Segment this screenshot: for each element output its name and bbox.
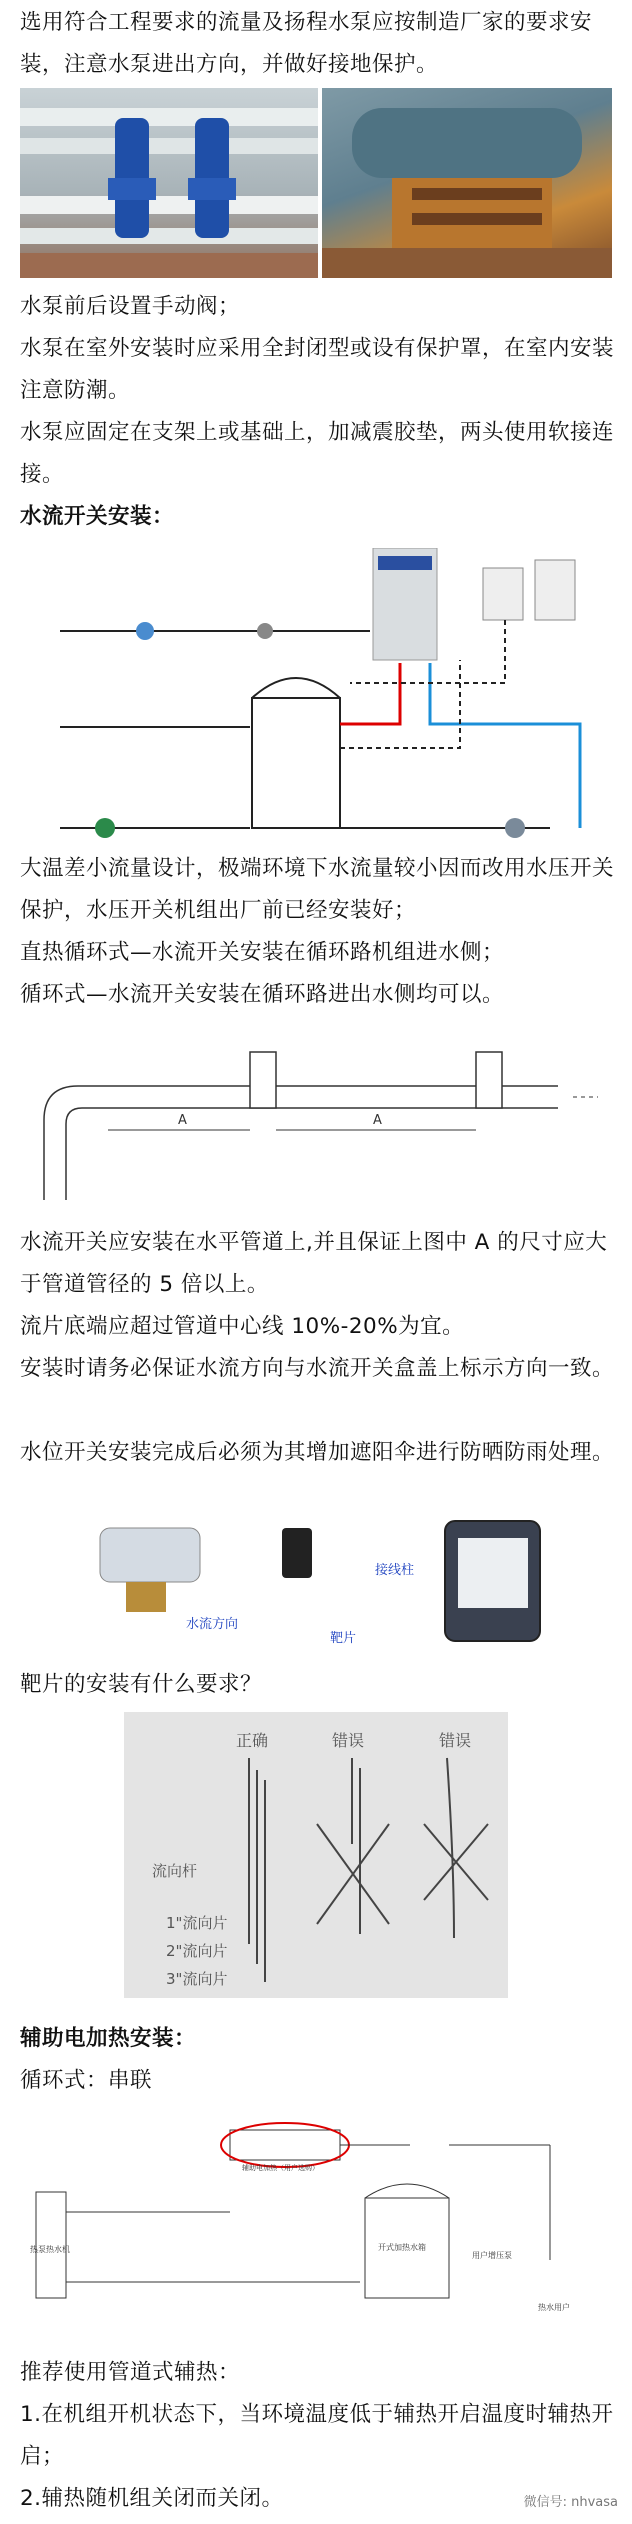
label-users: 热水用户 xyxy=(538,2303,570,2312)
paddle-diagram xyxy=(124,1712,508,1998)
pump-note-2: 水泵在室外安装时应采用全封闭型或设有保护罩，在室内安装注意防潮。 xyxy=(20,336,615,403)
label-heat-pump: 热泵热水机 xyxy=(30,2245,70,2254)
recommendation: 推荐使用管道式辅热： xyxy=(20,2360,241,2385)
label-blade-3: 3"流向片 xyxy=(166,1970,228,1988)
install-note-3: 安装时请务必保证水流方向与水流开关盒盖上标示方向一致。 xyxy=(20,1356,615,1381)
aux-mode: 循环式：串联 xyxy=(20,2068,153,2093)
system-schematic xyxy=(40,548,600,848)
pipe-diagram xyxy=(28,1030,608,1210)
dimension-a-left: A xyxy=(178,1113,187,1128)
pump-photo-right xyxy=(322,88,612,278)
label-wrong-1: 错误 xyxy=(332,1731,365,1750)
aux-heating-heading: 辅助电加热安装： xyxy=(20,2026,197,2051)
label-user-pump: 用户增压泵 xyxy=(472,2251,512,2260)
pump-note-1: 水泵前后设置手动阀； xyxy=(20,294,241,319)
flow-switch-note-3: 循环式—水流开关安装在循环路进出水侧均可以。 xyxy=(20,982,505,1007)
step-2: 2.辅热随机组关闭而关闭。 xyxy=(20,2486,284,2511)
install-note-4: 水位开关安装完成后必须为其增加遮阳伞进行防晒防雨处理。 xyxy=(20,1440,615,1465)
label-rod: 流向杆 xyxy=(152,1862,198,1880)
install-note-2: 流片底端应超过管道中心线 10%-20%为宜。 xyxy=(20,1314,465,1339)
pump-photo-left xyxy=(20,88,318,278)
label-aux-heater: 辅助电加热（用户选购） xyxy=(242,2164,319,2172)
paddle-question: 靶片的安装有什么要求？ xyxy=(20,1672,263,1697)
label-paddle: 靶片 xyxy=(330,1631,357,1646)
label-blade-1: 1"流向片 xyxy=(166,1914,228,1932)
label-terminal: 接线柱 xyxy=(375,1563,415,1578)
label-blade-2: 2"流向片 xyxy=(166,1942,228,1960)
label-correct: 正确 xyxy=(236,1731,269,1750)
flow-switch-note-1: 大温差小流量设计，极端环境下水流量较小因而改用水压开关保护，水压开关机组出厂前已经安装好； xyxy=(20,856,615,923)
install-note-1: 水流开关应安装在水平管道上,并且保证上图中 A 的尺寸应大于管道管径的 5 倍以上。 xyxy=(20,1230,608,1297)
label-tank: 开式加热水箱 xyxy=(378,2243,426,2252)
label-flow-direction: 水流方向 xyxy=(186,1617,239,1632)
flow-switch-heading: 水流开关安装： xyxy=(20,504,175,529)
step-1: 1.在机组开机状态下，当环境温度低于辅热开启温度时辅热开启； xyxy=(20,2402,614,2469)
label-wrong-2: 错误 xyxy=(439,1731,472,1750)
intro-paragraph: 选用符合工程要求的流量及扬程水泵应按制造厂家的要求安装，注意水泵进出方向，并做好接地保护。 xyxy=(20,10,593,77)
flow-switch-note-2: 直热循环式—水流开关安装在循环路机组进水侧； xyxy=(20,940,505,965)
flow-switch-parts xyxy=(90,1516,560,1654)
aux-heating-diagram xyxy=(30,2110,610,2340)
watermark: 微信号: nhvasa xyxy=(523,2495,618,2510)
pump-note-3: 水泵应固定在支架上或基础上，加减震胶垫，两头使用软接连接。 xyxy=(20,420,615,487)
dimension-a-right: A xyxy=(373,1113,382,1128)
